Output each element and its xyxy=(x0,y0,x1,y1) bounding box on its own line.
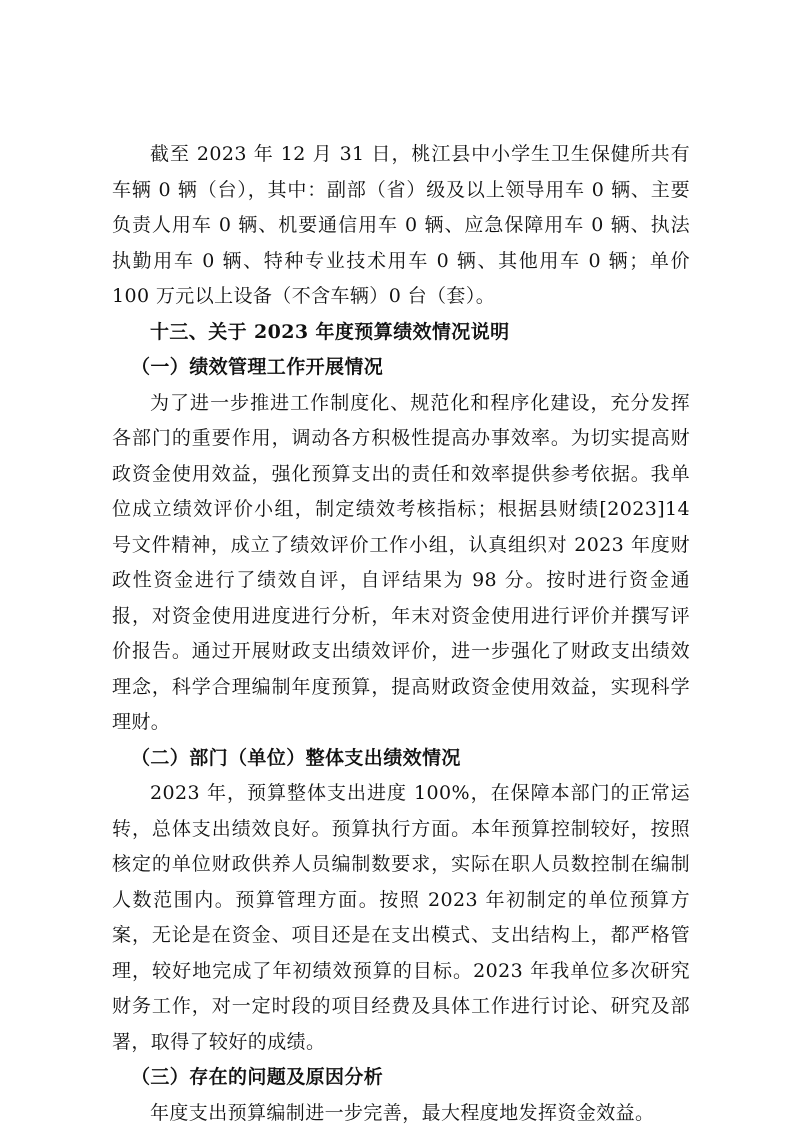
overall-performance-paragraph: 2023 年，预算整体支出进度 100%，在保障本部门的正常运转，总体支出绩效良好。预算执行方面。本年预算控制较好，按照核定的单位财政供养人员编制数要求，实际在职人员数控制在编制人数范围内。预算管理方面。按照 2023 年初制定的单位预算方案，无论是在资金、项目还是在支出模式、支出结构上，都严格管理，较好地完成了年初绩效预算的目标。2023 年我单位多次研究财务工作，对一定时段的项目经费及具体工作进行讨论、研究及部署，取得了较好的成绩。 xyxy=(112,776,690,1060)
section-13-heading: 十三、关于 2023 年度预算绩效情况说明 xyxy=(112,315,690,351)
performance-management-paragraph: 为了进一步推进工作制度化、规范化和程序化建设，充分发挥各部门的重要作用，调动各方积极性提高办事效率。为切实提高财政资金使用效益，强化预算支出的责任和效率提供参考依据。我单位成立绩效评价小组，制定绩效考核指标；根据县财绩[2023]14 号文件精神，成立了绩效评价工作小组，认真组织对 2023 年度财政性资金进行了绩效自评，自评结果为 98 分。按时进行资金通报，对资金使用进度进行分析，年末对资金使用进行评价并撰写评价报告。通过开展财政支出绩效评价，进一步强化了财政支出绩效理念，科学合理编制年度预算，提高财政资金使用效益，实现科学理财。 xyxy=(112,386,690,741)
document-body xyxy=(112,137,690,1131)
subsection-1-heading: （一）绩效管理工作开展情况 xyxy=(112,350,690,386)
subsection-3-heading: （三）存在的问题及原因分析 xyxy=(112,1060,690,1096)
vehicles-paragraph: 截至 2023 年 12 月 31 日，桃江县中小学生卫生保健所共有车辆 0 辆（台），其中：副部（省）级及以上领导用车 0 辆、主要负责人用车 0 辆、机要通信用车 0 辆、应急保障用车 0 辆、执法执勤用车 0 辆、特种专业技术用车 0 辆、其他用车 0 辆；单价 100 万元以上设备（不含车辆）0 台（套）。 xyxy=(112,137,690,315)
subsection-2-heading: （二）部门（单位）整体支出绩效情况 xyxy=(112,741,690,777)
problems-paragraph: 年度支出预算编制进一步完善，最大程度地发挥资金效益。 xyxy=(112,1096,690,1131)
